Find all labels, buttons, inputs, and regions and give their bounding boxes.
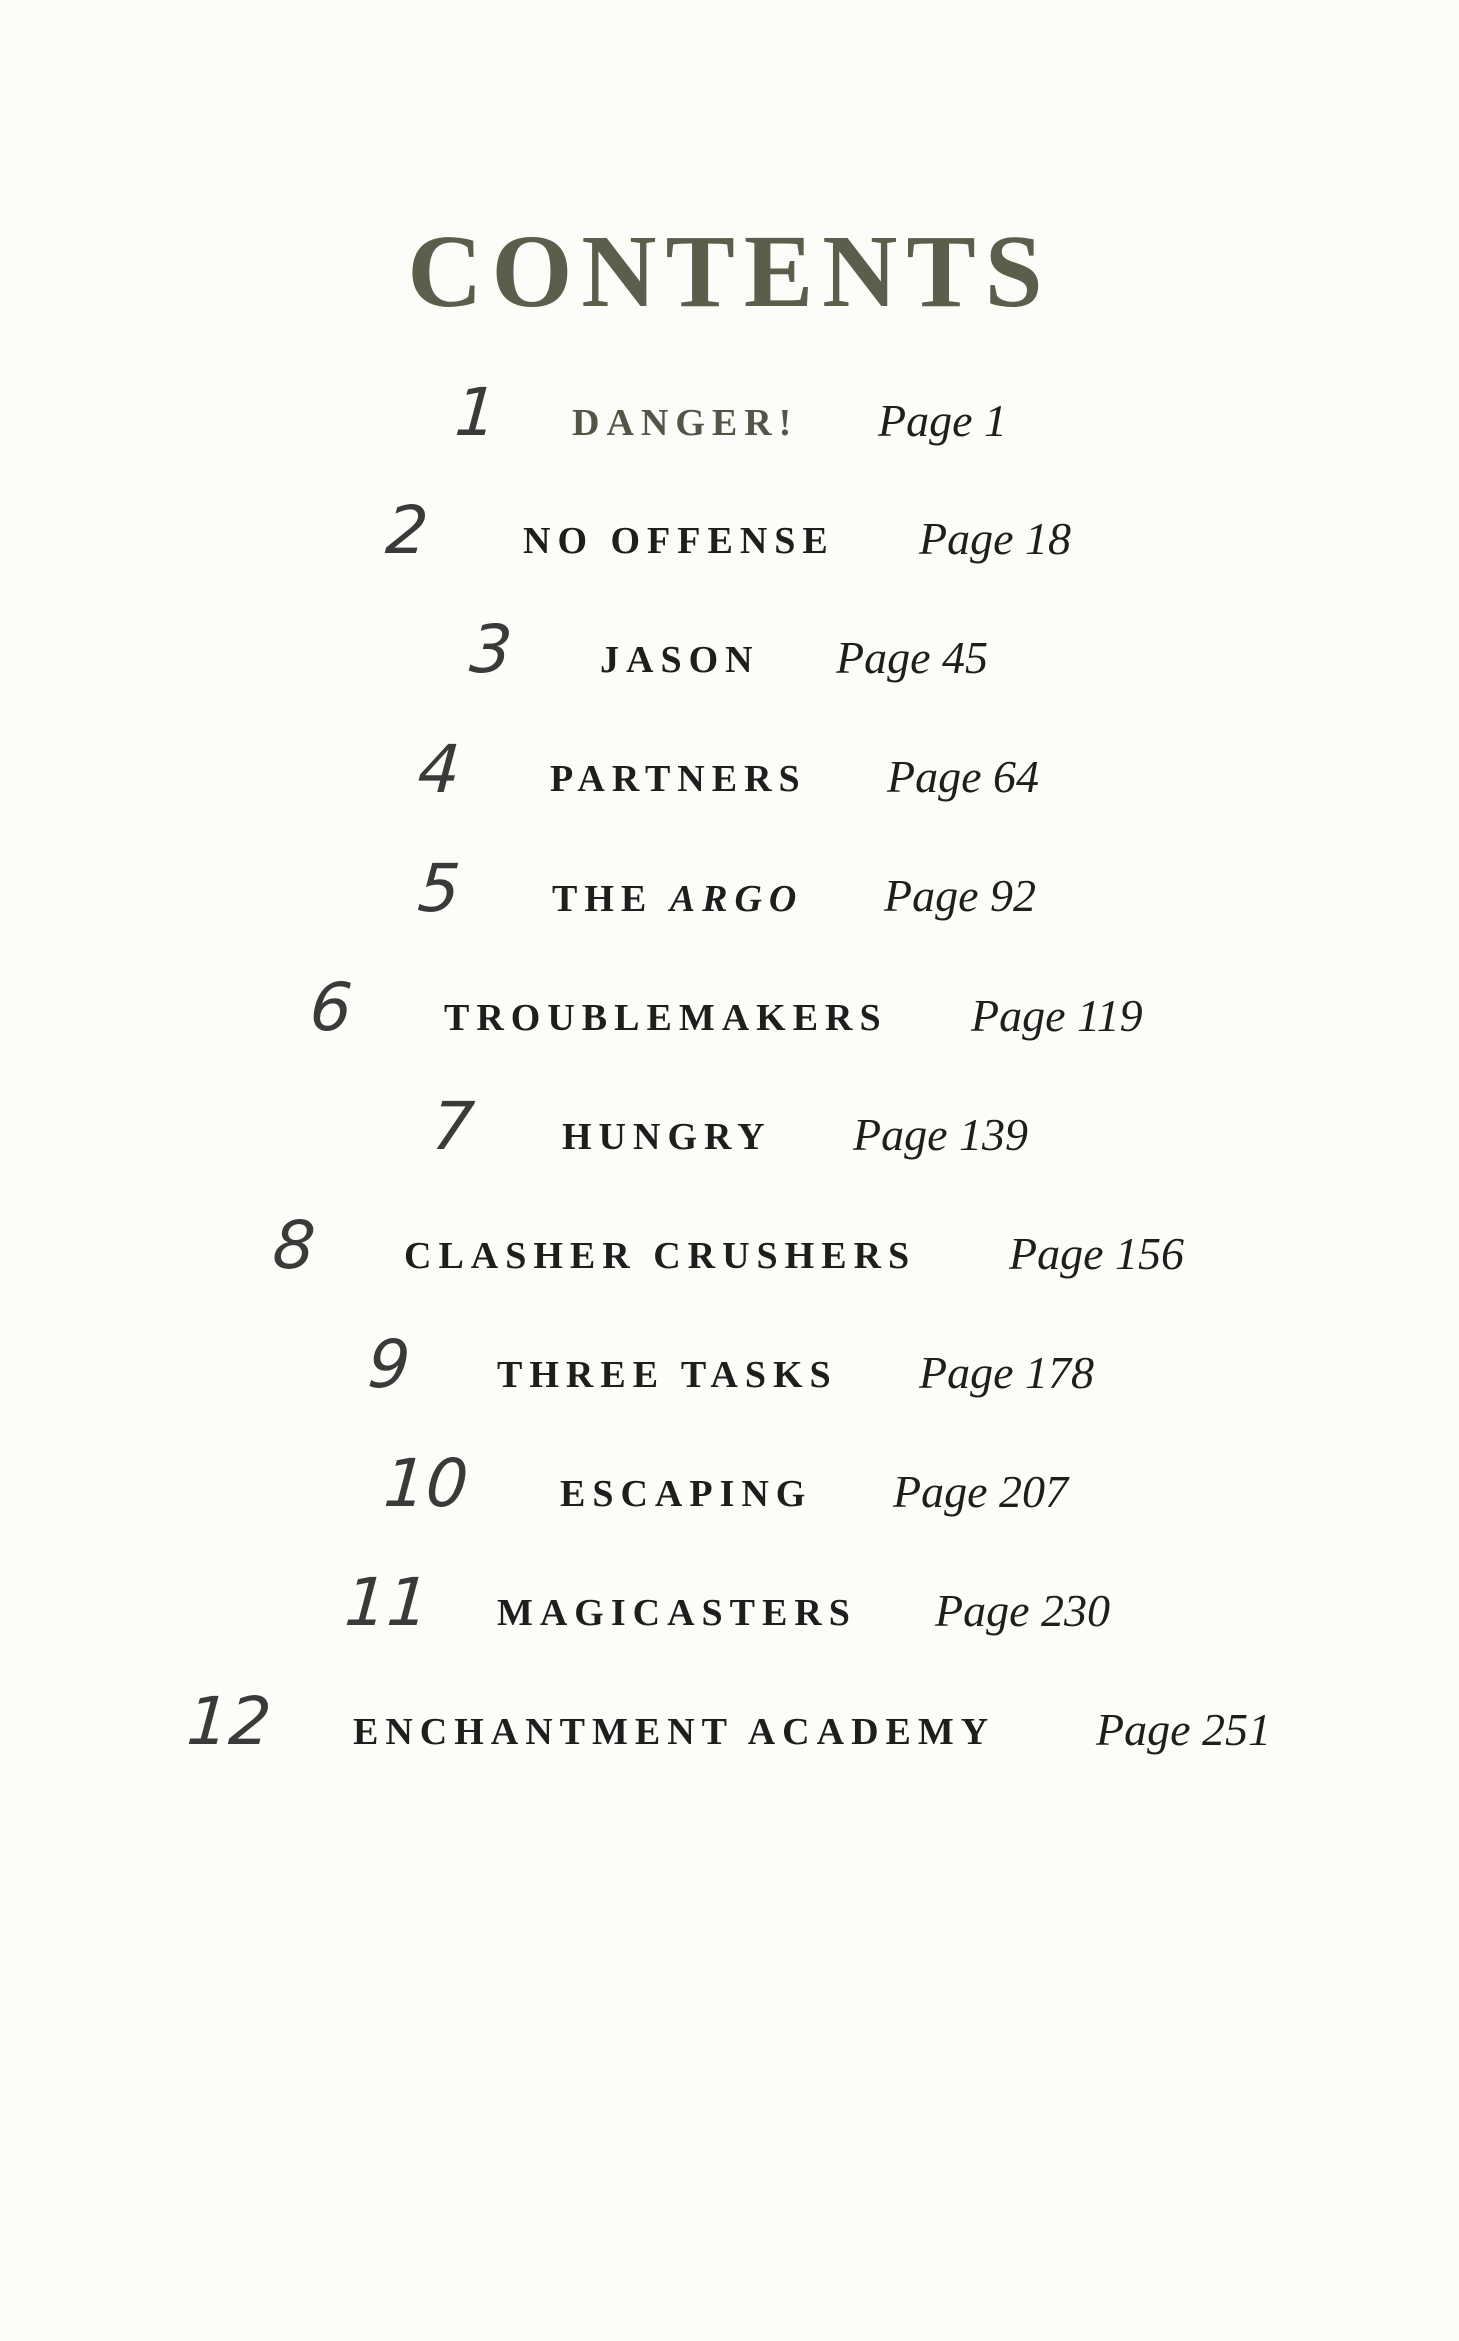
chapter-title bbox=[552, 880, 803, 918]
chapter-title: HUNGRY bbox=[562, 1116, 772, 1158]
chapter-number: 6 bbox=[307, 969, 355, 1046]
chapter-title: JASON bbox=[600, 639, 760, 681]
chapter-title: ENCHANTMENT ACADEMY bbox=[353, 1711, 996, 1753]
chapter-page: Page 207 bbox=[893, 1466, 1069, 1517]
chapter-title: PARTNERS bbox=[550, 758, 807, 800]
chapter-number: 11 bbox=[342, 1564, 432, 1641]
chapter-number: 3 bbox=[467, 611, 515, 688]
chapter-number: 4 bbox=[415, 731, 463, 808]
chapter-number: 8 bbox=[270, 1207, 318, 1284]
chapter-page: Page 251 bbox=[1096, 1704, 1272, 1755]
chapter-page: Page 1 bbox=[878, 395, 1008, 446]
chapter-title: NO OFFENSE bbox=[523, 520, 835, 562]
chapter-number: 10 bbox=[381, 1445, 471, 1522]
chapter-page: Page 64 bbox=[887, 751, 1040, 802]
chapter-number: 5 bbox=[415, 850, 463, 927]
chapter-number: 9 bbox=[365, 1326, 413, 1403]
chapter-page: Page 119 bbox=[971, 990, 1143, 1041]
chapter-number: 12 bbox=[184, 1683, 274, 1760]
chapter-page: Page 18 bbox=[919, 513, 1072, 564]
chapter-page: Page 139 bbox=[853, 1109, 1029, 1160]
chapter-page: Page 178 bbox=[919, 1347, 1095, 1398]
chapter-number: 2 bbox=[383, 492, 431, 569]
chapter-title: ESCAPING bbox=[560, 1473, 813, 1515]
chapter-page: Page 45 bbox=[836, 632, 989, 683]
chapter-title: DANGER! bbox=[572, 402, 799, 444]
chapter-number: 7 bbox=[429, 1088, 477, 1165]
chapter-page: Page 156 bbox=[1009, 1228, 1185, 1279]
chapter-title: MAGICASTERS bbox=[497, 1592, 857, 1634]
chapter-page: Page 92 bbox=[884, 870, 1037, 921]
chapter-title: CLASHER CRUSHERS bbox=[404, 1235, 917, 1277]
chapter-title: THREE TASKS bbox=[497, 1354, 838, 1396]
chapter-page: Page 230 bbox=[935, 1585, 1111, 1636]
chapter-number: 1 bbox=[452, 374, 500, 451]
page-title: CONTENTS bbox=[407, 214, 1052, 329]
chapter-title-prefix: THE bbox=[552, 878, 654, 920]
chapter-title-italic: ARGO bbox=[669, 878, 804, 920]
chapter-title: TROUBLEMAKERS bbox=[444, 997, 888, 1039]
